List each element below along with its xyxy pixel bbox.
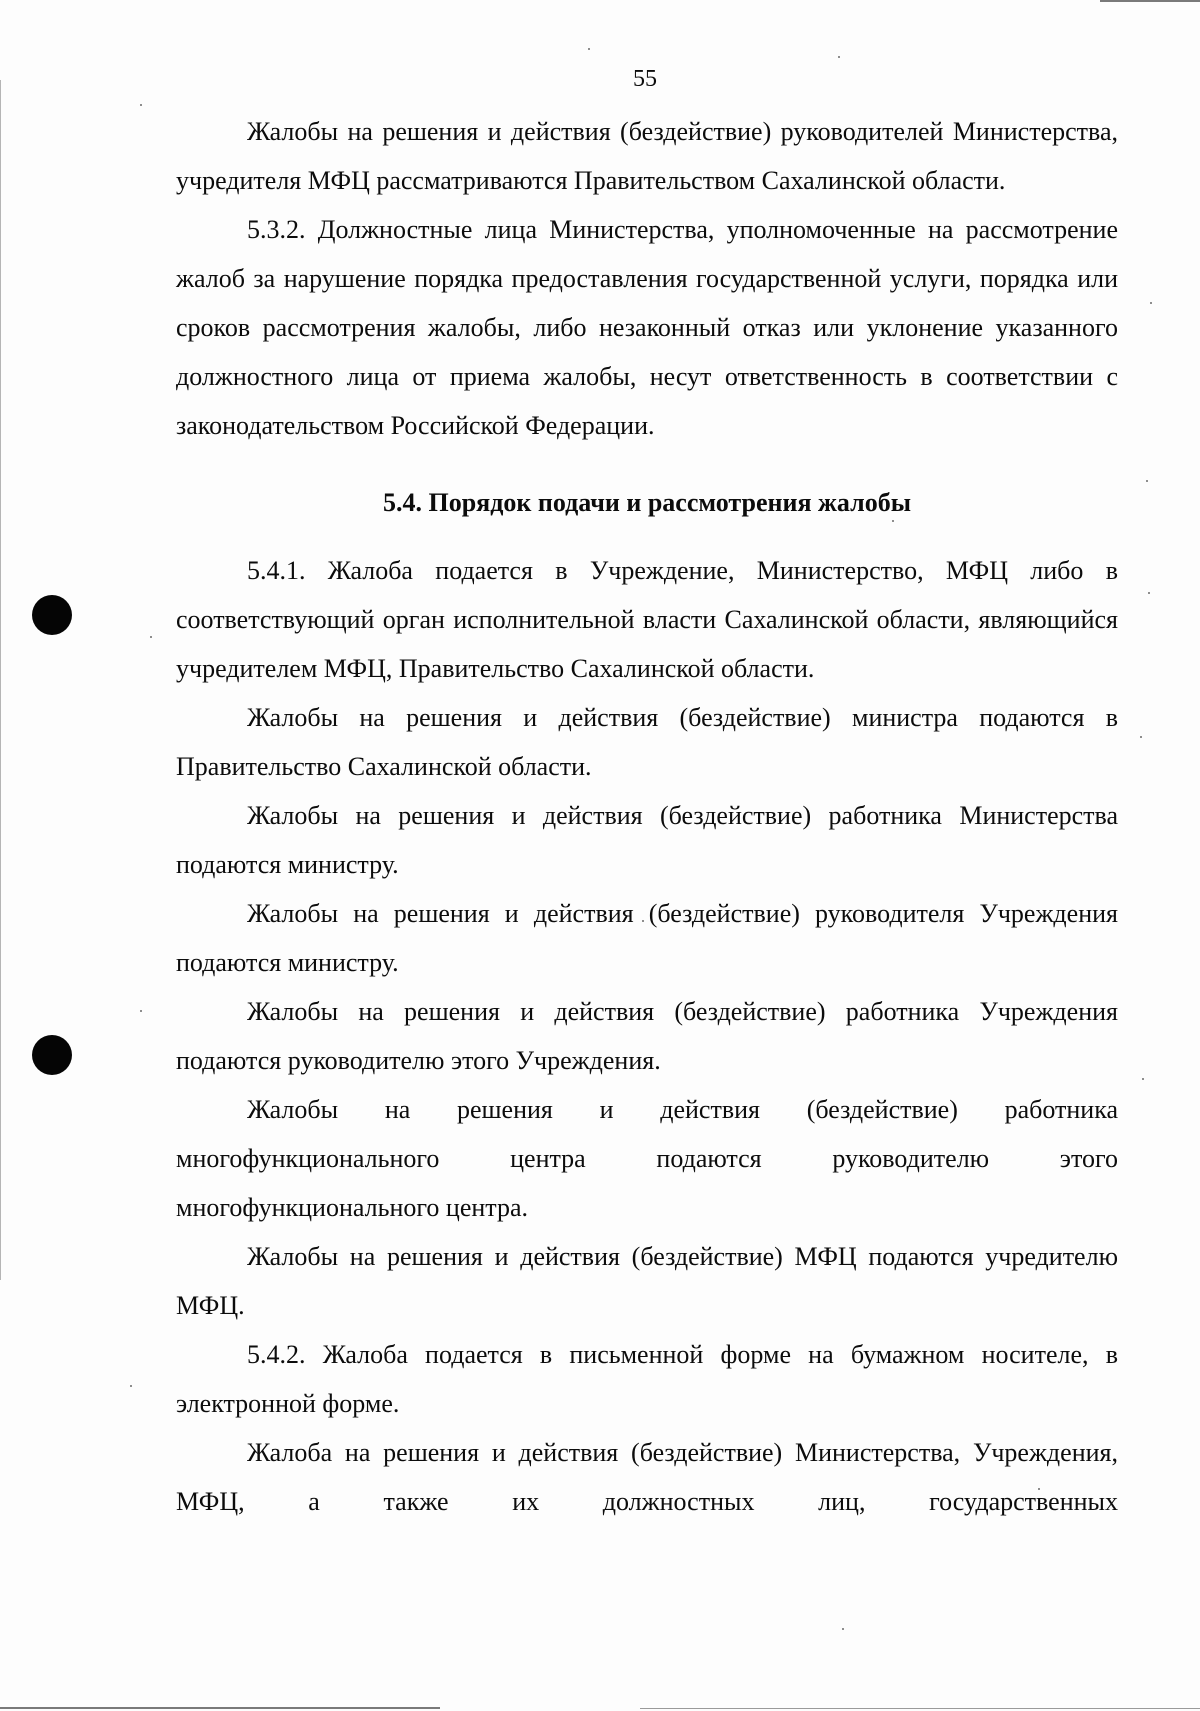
scan-edge-bottom bbox=[0, 1707, 440, 1709]
punch-hole-bottom bbox=[32, 1035, 72, 1075]
paragraph: Жалобы на решения и действия (бездействие) министра подаются в Правительство Сахалинской области. bbox=[176, 703, 1118, 781]
paragraph: 5.4.2. Жалоба подается в письменной форме на бумажном носителе, в электронной форме. bbox=[176, 1340, 1118, 1418]
document-body bbox=[176, 107, 1118, 1526]
scan-speck bbox=[130, 1385, 132, 1387]
scan-speck bbox=[140, 1010, 142, 1012]
scan-speck bbox=[588, 48, 590, 50]
scan-speck bbox=[1140, 736, 1142, 738]
paragraph: 5.3.2. Должностные лица Министерства, уполномоченные на рассмотрение жалоб за нарушение порядка предоставления государственной услуги, порядка или сроков рассмотрения жалобы, либо незаконный отказ или уклонение указанного должностного лица от приема жалобы, несут ответственность в соответствии с законодательством Российской Федерации. bbox=[176, 215, 1118, 440]
scan-speck bbox=[1146, 480, 1148, 482]
scan-speck bbox=[842, 1628, 844, 1630]
scan-speck bbox=[1142, 1078, 1144, 1080]
paragraph: Жалобы на решения и действия (бездействие) работника Учреждения подаются руководителю этого Учреждения. bbox=[176, 997, 1118, 1075]
paragraph: Жалобы на решения и действия (бездействие) работника Министерства подаются министру. bbox=[176, 801, 1118, 879]
scan-speck bbox=[150, 636, 152, 638]
paragraph: Жалобы на решения и действия (бездействие) руководителя Учреждения подаются министру. bbox=[176, 899, 1118, 977]
paragraph: 5.4.1. Жалоба подается в Учреждение, Министерство, МФЦ либо в соответствующий орган исполнительной власти Сахалинской области, являющийся учредителем МФЦ, Правительство Сахалинской области. bbox=[176, 556, 1118, 683]
paragraph: Жалобы на решения и действия (бездействие) МФЦ подаются учредителю МФЦ. bbox=[176, 1242, 1118, 1320]
scan-speck bbox=[140, 104, 142, 106]
page-number: 55 bbox=[633, 66, 657, 92]
paragraph: Жалобы на решения и действия (бездействие) руководителей Министерства, учредителя МФЦ рассматриваются Правительством Сахалинской области. bbox=[176, 117, 1118, 195]
scan-edge-top bbox=[1100, 0, 1200, 2]
scan-speck bbox=[1148, 592, 1150, 594]
scan-edge-bottom-right bbox=[640, 1708, 1200, 1709]
paragraph: Жалоба на решения и действия (бездействие) Министерства, Учреждения, МФЦ, а также их должностных лиц, государственных bbox=[176, 1438, 1118, 1516]
section-heading: 5.4. Порядок подачи и рассмотрения жалобы bbox=[383, 488, 911, 517]
punch-hole-top bbox=[32, 595, 72, 635]
scan-speck bbox=[1150, 302, 1152, 304]
paragraph: Жалобы на решения и действия (бездействие) работника многофункционального центра подаются руководителю этого многофункционального центра. bbox=[176, 1095, 1118, 1222]
scan-speck bbox=[838, 56, 840, 58]
scan-edge-left bbox=[0, 80, 1, 1280]
